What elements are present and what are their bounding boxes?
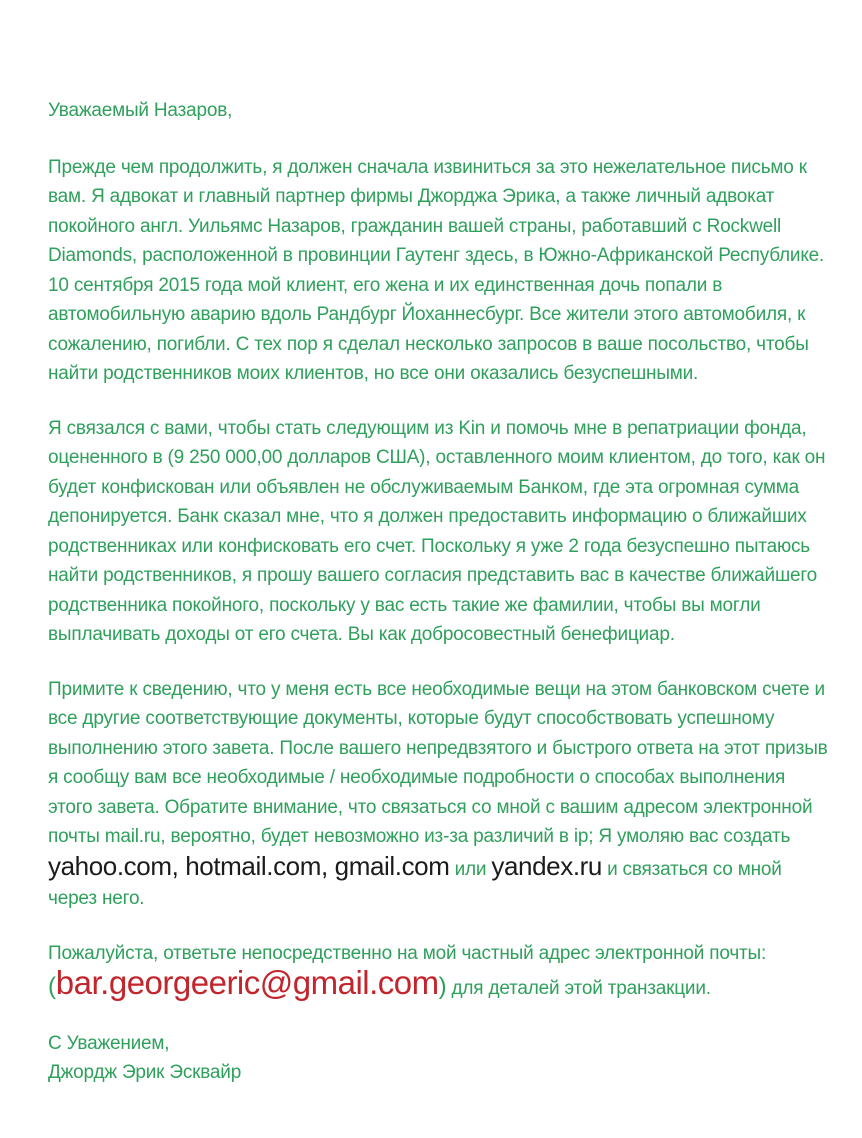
paragraph-instructions <box>48 675 830 914</box>
signature-name: Джордж Эрик Эсквайр <box>48 1062 242 1083</box>
contact-email-address: bar.georgeeric@gmail.com <box>55 964 439 1001</box>
signature-block <box>48 1029 830 1088</box>
paragraph-introduction: Прежде чем продолжить, я должен сначала извиниться за это нежелательное письмо к вам. Я адвокат и главный партнер фирмы Джорджа Эрика, а также личный адвокат покойного англ. Уильямс Назаров, гражданин вашей страны, работавший с Rockwell Diamonds, расположенной в провинции Гаутенг здесь, в Южно-Африканской Республике. 10 сентября 2015 года мой клиент, его жена и их единственная дочь попали в автомобильную аварию вдоль Рандбург Йоханнесбург. Все жители этого автомобиля, к сожалению, погибли. С тех пор я сделал несколько запросов в ваше посольство, чтобы найти родственников моих клиентов, но все они оказались безуспешными. <box>48 156 825 384</box>
signature-regards: С Уважением, <box>48 1032 170 1054</box>
paragraph-reply-address <box>48 939 830 1004</box>
greeting-line: Уважаемый Назаров, <box>48 100 233 121</box>
email-domains-text: yahoo.com, hotmail.com, gmail.com <box>48 850 450 881</box>
open-paren: ( <box>48 973 56 1000</box>
close-paren: ) <box>438 973 447 1000</box>
instructions-text: Примите к сведению, что у меня есть все необходимые вещи на этом банковском счете и все другие соответствующие документы, которые будут способствовать успешному выполнению этого завета. После вашего непредвзятого и быстрого ответа на этот призыв я сообщу вам все необходимые / необходимые подробности о способах выполнения этого завета. Обратите внимание, что связаться со мной с вашим адресом электронной почты mail.ru, вероятно, будет невозможно из-за различий в ip; Я умоляю вас создать <box>48 678 828 847</box>
yandex-domain-text: yandex.ru <box>491 850 602 881</box>
reply-request-text: Пожалуйста, ответьте непосредственно на мой частный адрес электронной почты: <box>48 942 767 964</box>
or-word: или <box>449 858 492 880</box>
paragraph-proposal: Я связался с вами, чтобы стать следующим из Kin и помочь мне в репатриации фонда, оцененного в (9 250 000,00 долларов США), оставленного моим клиентом, до того, как он будет конфискован или объявлен не обслуживаемым Банком, где эта огромная сумма депонируется. Банк сказал мне, что я должен предоставить информацию о ближайших родственниках или конфисковать его счет. Поскольку я уже 2 года безуспешно пытаюсь найти родственников, я прошу вашего согласия представить вас в качестве ближайшего родственника покойного, поскольку у вас есть такие же фамилии, чтобы вы могли выплачивать доходы от его счета. Вы как добросовестный бенефициар. <box>48 417 826 645</box>
contact-me-text: и связаться со мной через него. <box>48 858 782 909</box>
transaction-details-text: для деталей этой транзакции. <box>446 978 711 999</box>
